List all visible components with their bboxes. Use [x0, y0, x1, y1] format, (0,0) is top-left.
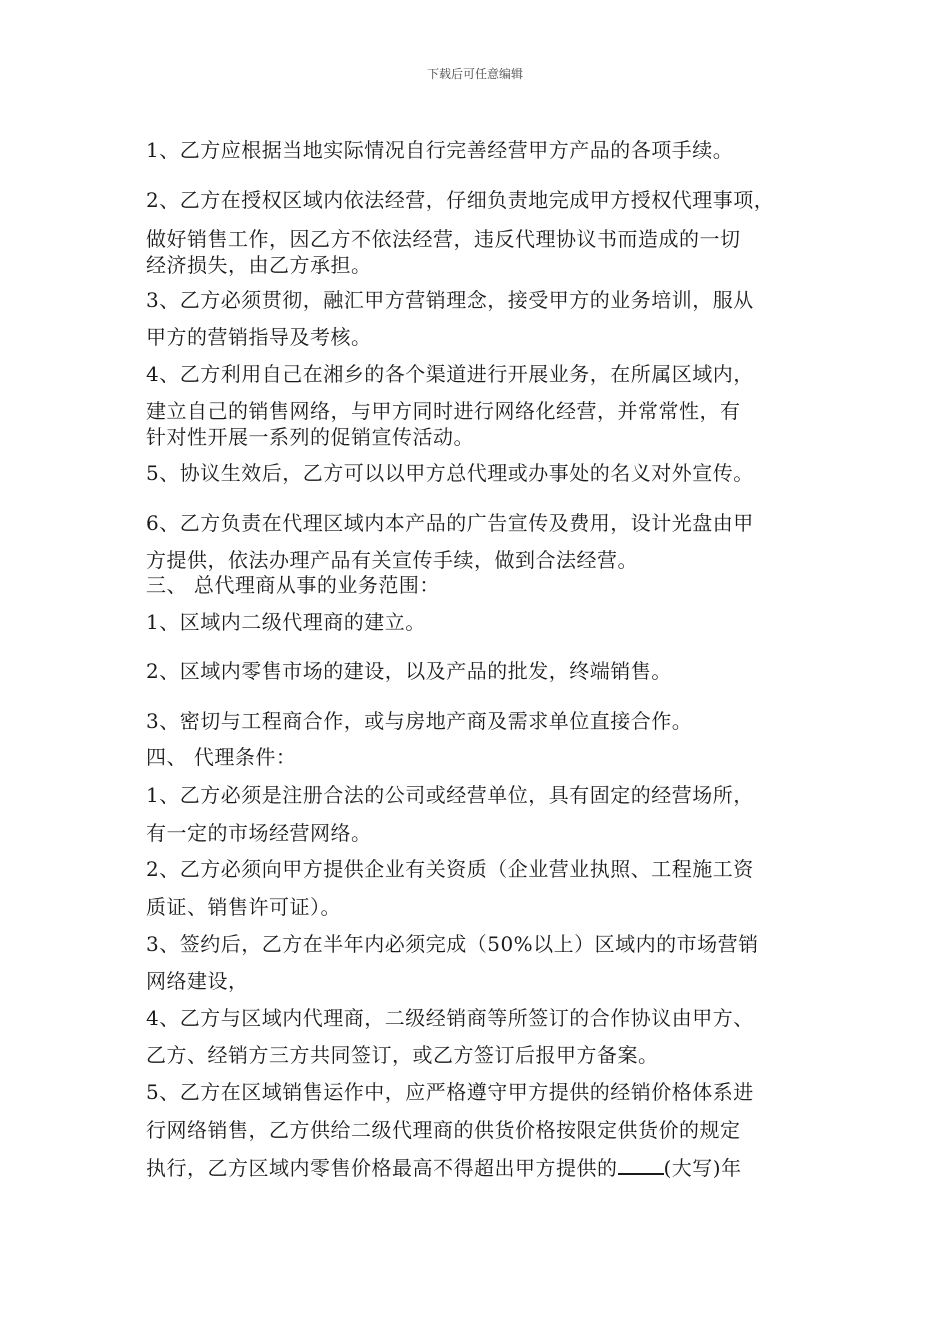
text-line: 3、乙方必须贯彻，融汇甲方营销理念，接受甲方的业务培训，服从: [146, 288, 754, 312]
fill-in-blank: [618, 1155, 664, 1175]
text-line: 乙方、经销方三方共同签订，或乙方签订后报甲方备案。: [146, 1043, 659, 1067]
text-line: 网络建设，: [146, 969, 249, 993]
text-line: [146, 1155, 826, 1180]
text-line: 6、乙方负责在代理区域内本产品的广告宣传及费用，设计光盘由甲: [146, 511, 754, 535]
text-line: 5、乙方在区域销售运作中，应严格遵守甲方提供的经销价格体系进: [146, 1080, 754, 1104]
text-line: 1、区域内二级代理商的建立。: [146, 610, 426, 634]
page-header: 下载后可任意编辑: [426, 67, 523, 81]
text-line: 甲方的营销指导及考核。: [146, 325, 372, 349]
text-line: 4、乙方利用自己在湘乡的各个渠道进行开展业务，在所属区域内，: [146, 362, 754, 386]
text-line: 2、区域内零售市场的建设，以及产品的批发，终端销售。: [146, 659, 672, 683]
text-line: 2、乙方在授权区域内依法经营，仔细负责地完成甲方授权代理事项，: [146, 188, 775, 212]
text-line: 方提供，依法办理产品有关宣传手续，做到合法经营。: [146, 548, 638, 572]
text-line: 建立自己的销售网络，与甲方同时进行网络化经营，并常常性，有: [146, 399, 741, 423]
text-line: 1、乙方必须是注册合法的公司或经营单位，具有固定的经营场所，: [146, 783, 754, 807]
text-line: 2、乙方必须向甲方提供企业有关资质（企业营业执照、工程施工资: [146, 857, 754, 881]
text-line: 经济损失，由乙方承担。: [146, 253, 372, 277]
text-line: 3、密切与工程商合作，或与房地产商及需求单位直接合作。: [146, 709, 693, 733]
text-line: 做好销售工作，因乙方不依法经营，违反代理协议书而造成的一切: [146, 227, 741, 251]
text-before-blank: 执行，乙方区域内零售价格最高不得超出甲方提供的: [146, 1156, 618, 1180]
text-line: 质证、销售许可证）。: [146, 895, 341, 919]
section-heading: 三、 总代理商从事的业务范围：: [146, 573, 440, 597]
text-line: 4、乙方与区域内代理商，二级经销商等所签订的合作协议由甲方、: [146, 1006, 754, 1030]
text-line: 3、签约后，乙方在半年内必须完成（50%以上）区域内的市场营销: [146, 932, 759, 956]
text-line: 有一定的市场经营网络。: [146, 821, 372, 845]
text-line: 行网络销售，乙方供给二级代理商的供货价格按限定供货价的规定: [146, 1118, 741, 1142]
text-line: 5、协议生效后，乙方可以以甲方总代理或办事处的名义对外宣传。: [146, 461, 754, 485]
text-line: 针对性开展一系列的促销宣传活动。: [146, 425, 474, 449]
text-line: 1、乙方应根据当地实际情况自行完善经营甲方产品的各项手续。: [146, 138, 734, 162]
section-heading: 四、 代理条件：: [146, 745, 297, 769]
text-after-blank: (大写)年: [663, 1156, 742, 1180]
